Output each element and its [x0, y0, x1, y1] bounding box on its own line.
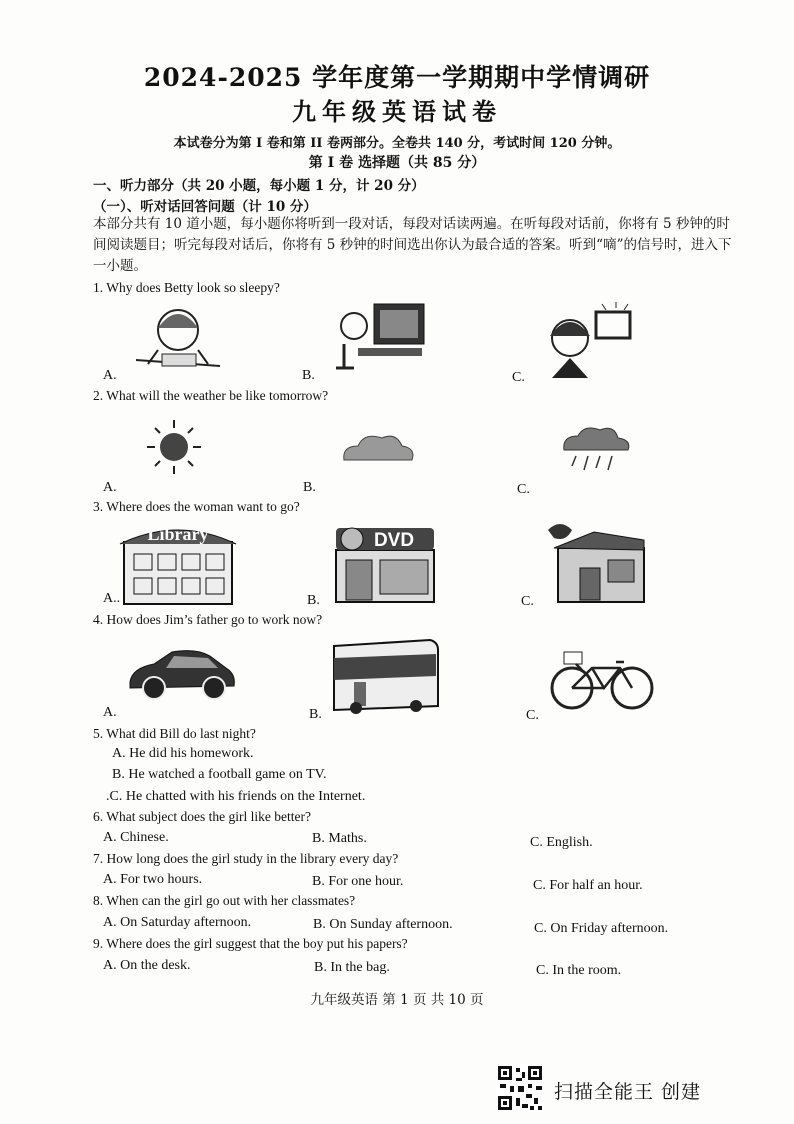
q8-option-a: A. On Saturday afternoon.	[103, 915, 252, 930]
q3-option-a: A..	[103, 591, 121, 606]
q8-option-b: B. On Sunday afternoon.	[313, 917, 453, 932]
q7-option-c: C. For half an hour.	[533, 878, 643, 893]
q5-option-a: A. He did his homework.	[112, 746, 254, 761]
bicycle-icon	[546, 648, 658, 710]
q4-option-c: C.	[526, 708, 539, 723]
question-9: 9. Where does the girl suggest that the boy put his papers?	[93, 936, 408, 951]
girl-watching-tv-icon	[536, 298, 636, 380]
question-2: 2. What will the weather be like tomorrow?	[93, 388, 329, 403]
q2-option-b: B.	[303, 480, 316, 495]
bus-icon	[330, 636, 442, 714]
q6-option-c: C. English.	[530, 835, 593, 850]
question-7: 7. How long does the girl study in the library every day?	[93, 851, 399, 866]
q7-option-a: A. For two hours.	[103, 872, 203, 887]
qr-code-icon	[496, 1064, 544, 1112]
girl-doing-homework-icon	[128, 300, 228, 372]
instructions: 本部分共有 10 道小题，每小题你将听到一段对话，每段对话读两遍。在听每段对话前，你将有 5 秒钟的时间阅读题目；听完每段对话后，你将有 5 秒钟的时间选出你认为最合适的答案。听到“嘀”的信号时，进入下一小题。	[93, 216, 732, 274]
q6-option-a: A. Chinese.	[103, 830, 169, 845]
question-4: 4. How does Jim’s father go to work now?	[93, 612, 323, 627]
question-8: 8. When can the girl go out with her classmates?	[93, 893, 356, 908]
exam-note: 本试卷分为第 I 卷和第 II 卷两部分。全卷共 140 分，考试时间 120 分钟。	[173, 136, 621, 151]
exam-subtitle: 九年级英语试卷	[292, 97, 502, 126]
shop-building-icon	[544, 520, 648, 606]
q3-option-c: C.	[521, 594, 534, 609]
scanner-brand-label: 扫描全能王 创建	[554, 1081, 702, 1103]
library-building-icon	[118, 520, 238, 606]
q5-option-c: .C. He chatted with his friends on the Internet.	[106, 789, 366, 804]
page-footer: 九年级英语 第 1 页 共 10 页	[310, 992, 484, 1008]
car-icon	[126, 644, 238, 702]
sun-icon	[143, 418, 205, 476]
q5-option-b: B. He watched a football game on TV.	[112, 767, 327, 782]
q1-option-a: A.	[103, 368, 117, 383]
q9-option-b: B. In the bag.	[314, 960, 390, 975]
boy-at-computer-icon	[328, 298, 428, 376]
part-heading: 第 I 卷 选择题（共 85 分）	[308, 155, 486, 171]
q3-option-b: B.	[307, 593, 320, 608]
question-5: 5. What did Bill do last night?	[93, 726, 256, 741]
q1-option-b: B.	[302, 368, 315, 383]
q9-option-a: A. On the desk.	[103, 958, 191, 973]
q8-option-c: C. On Friday afternoon.	[534, 921, 669, 936]
cloud-icon	[336, 428, 420, 468]
q1-option-c: C.	[512, 370, 525, 385]
section-heading: 一、听力部分（共 20 小题，每小题 1 分，计 20 分）	[93, 178, 425, 194]
question-1: 1. Why does Betty look so sleepy?	[93, 280, 280, 295]
q9-option-c: C. In the room.	[536, 963, 622, 978]
question-6: 6. What subject does the girl like better?	[93, 809, 311, 824]
q4-option-a: A.	[103, 705, 117, 720]
question-3: 3. Where does the woman want to go?	[93, 499, 300, 514]
library-sign: Library	[147, 524, 209, 544]
rain-cloud-icon	[558, 424, 634, 478]
dvd-shop-icon	[332, 524, 438, 604]
exam-title: 2024-2025 学年度第一学期期中学情调研	[143, 63, 651, 92]
dvd-sign: DVD	[373, 530, 415, 551]
q2-option-c: C.	[517, 482, 530, 497]
q4-option-b: B.	[309, 707, 322, 722]
q7-option-b: B. For one hour.	[312, 874, 404, 889]
q6-option-b: B. Maths.	[312, 831, 367, 846]
subsection-heading: （一）、听对话回答问题（计 10 分）	[93, 199, 317, 215]
q2-option-a: A.	[103, 480, 117, 495]
